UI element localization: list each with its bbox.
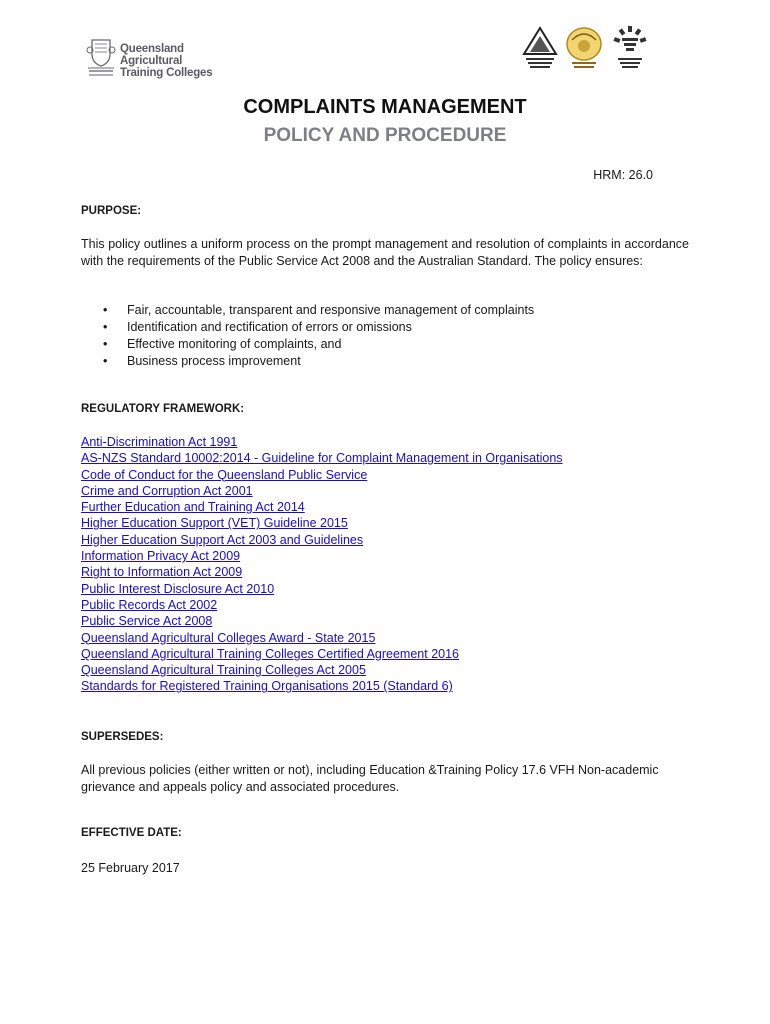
list-item [81, 548, 563, 564]
list-item [81, 467, 563, 483]
list-item: • Business process improvement [100, 353, 534, 370]
regulation-link[interactable]: AS-NZS Standard 10002:2014 - Guideline for Complaint Management in Organisations [81, 451, 563, 466]
org-name-line2: Training Colleges [120, 67, 213, 79]
document-subtitle: POLICY AND PROCEDURE [263, 125, 507, 146]
queensland-crest-icon [86, 36, 116, 78]
regulation-link[interactable]: Code of Conduct for the Queensland Public Service [81, 467, 368, 482]
regulation-link[interactable]: Public Interest Disclosure Act 2010 [81, 581, 275, 596]
list-item [81, 499, 563, 515]
regulation-link[interactable]: Crime and Corruption Act 2001 [81, 483, 253, 498]
list-item [81, 646, 563, 662]
supersedes-text: All previous policies (either written or not), including Education &Training Policy 17.6 VFH Non-academic grievance and appeals policy and associated procedures. [81, 763, 659, 794]
list-item [81, 434, 563, 450]
list-item [81, 662, 563, 678]
regulation-link[interactable]: Standards for Registered Training Organisations 2015 (Standard 6) [81, 679, 453, 694]
regulation-link[interactable]: Higher Education Support Act 2003 and Guidelines [81, 532, 364, 547]
qatc-logo [86, 36, 236, 80]
list-item [81, 532, 563, 548]
regulatory-link-list [81, 434, 563, 695]
list-item [81, 581, 563, 597]
regulatory-heading: REGULATORY FRAMEWORK: [81, 403, 245, 415]
longreach-pastoral-college-logo-icon [564, 24, 604, 72]
list-item [81, 630, 563, 646]
purpose-bullet-list [100, 302, 534, 370]
regulation-link[interactable]: Public Records Act 2002 [81, 597, 218, 612]
document-reference: HRM: 26.0 [593, 168, 653, 182]
effective-date-value: 25 February 2017 [81, 861, 180, 875]
list-item [81, 450, 563, 466]
document-title: COMPLAINTS MANAGEMENT [243, 96, 527, 118]
list-item [81, 597, 563, 613]
list-item: • Effective monitoring of complaints, and [100, 336, 534, 353]
rural-training-queensland-logo-icon [610, 24, 650, 72]
regulation-link[interactable]: Queensland Agricultural Training Colleges Act 2005 [81, 663, 366, 678]
org-name [120, 43, 236, 79]
list-item [81, 515, 563, 531]
regulation-link[interactable]: Right to Information Act 2009 [81, 565, 243, 580]
regulation-link[interactable]: Queensland Agricultural Colleges Award - State 2015 [81, 630, 376, 645]
regulation-link[interactable]: Information Privacy Act 2009 [81, 549, 241, 564]
regulation-link[interactable]: Further Education and Training Act 2014 [81, 500, 305, 515]
regulation-link[interactable]: Queensland Agricultural Training Colleges Certified Agreement 2016 [81, 646, 460, 661]
purpose-text: This policy outlines a uniform process on the prompt management and resolution of complaints in accordance with the requirements of the Public Service Act 2008 and the Australian Standard. The policy ensures: [81, 237, 689, 268]
effective-date-heading: EFFECTIVE DATE: [81, 827, 182, 839]
list-item: • Identification and rectification of errors or omissions [100, 319, 534, 336]
list-item [81, 564, 563, 580]
regulation-link[interactable]: Public Service Act 2008 [81, 614, 213, 629]
org-name-line1: Queensland Agricultural [120, 43, 184, 67]
college-logos [520, 24, 650, 76]
regulation-link[interactable]: Higher Education Support (VET) Guideline 2015 [81, 516, 348, 531]
supersedes-heading: SUPERSEDES: [81, 731, 164, 743]
regulation-link[interactable]: Anti-Discrimination Act 1991 [81, 435, 238, 449]
list-item [81, 613, 563, 629]
emerald-agricultural-college-logo-icon [520, 24, 560, 72]
list-item: • Fair, accountable, transparent and responsive management of complaints [100, 302, 534, 319]
list-item [81, 678, 563, 694]
purpose-heading: PURPOSE: [81, 205, 142, 217]
list-item [81, 483, 563, 499]
